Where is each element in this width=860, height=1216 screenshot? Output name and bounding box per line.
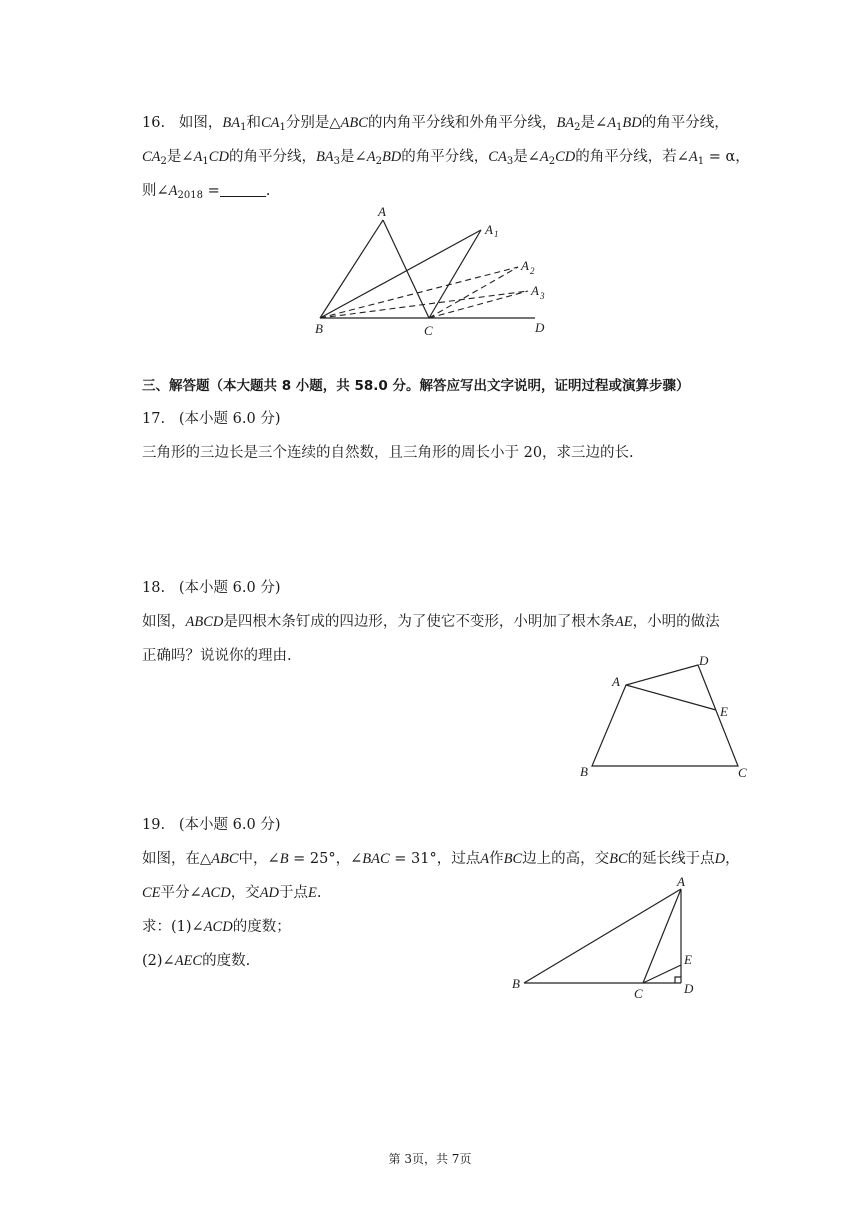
fig16-label-D: D (535, 320, 545, 335)
fig18-label-C: C (738, 765, 747, 780)
fig19-label-A: A (677, 874, 685, 889)
fig16-label-A2: A (521, 258, 529, 273)
q16-number: 16. (142, 115, 166, 131)
q16-line-1: 16. 如图，$BA_1$和$CA_1$分别是△ABC的内角平分线和外角平分线，$BA_2$是$\angle A_1BD$的角平分线， (142, 115, 729, 133)
q17-number: 17. (142, 411, 166, 427)
svg-text:2: 2 (530, 266, 535, 276)
q19-line-4: (2)∠AEC的度数. (142, 953, 251, 969)
fig16-label-A3: A (531, 283, 539, 298)
fig19-label-B: B (512, 976, 520, 991)
q18-line-2: 正确吗？说说你的理由. (142, 648, 292, 664)
q19-number: 19. (142, 817, 166, 833)
q19-header (142, 815, 280, 835)
fig19-label-C: C (634, 986, 643, 1001)
q18-line-1: 如图，ABCD是四根木条钉成的四边形，为了使它不变形，小明加了根木条AE，小明的做法 (142, 614, 720, 630)
fig18-label-B: B (580, 764, 588, 779)
fig18-label-D: D (699, 653, 709, 668)
fig16-label-A1: A (485, 222, 493, 237)
section-title: 三、解答题（本大题共 8 小题，共 58.0 分。解答应写出文字说明，证明过程或演算步骤） (142, 378, 690, 394)
q19-line-2: CE平分∠ACD，交AD于点E. (142, 885, 322, 901)
fig18-label-A: A (612, 674, 620, 689)
q16-line-2: $CA_2$是$\angle A_1CD$的角平分线，$BA_3$是$\angle A_2BD$的角平分线，$CA_3$是$\angle A_2CD$的角平分线，若$\angle A_1 = \alpha$， (142, 149, 750, 167)
q19-line-1: 如图，在△ABC中，∠B = 25°，∠BAC = 31°，过点A作BC边上的高，交BC的延长线于点D， (142, 851, 740, 867)
q19-score: (本小题 6.0 分) (178, 817, 281, 833)
q16-line-3: 则$\angle A_{2018}$ = . (142, 183, 271, 201)
svg-text:3: 3 (540, 291, 545, 301)
q18-header (142, 578, 280, 598)
answer-blank (220, 184, 266, 197)
q18-score: (本小题 6.0 分) (178, 580, 281, 596)
fig18-label-E: E (720, 704, 728, 719)
fig16-label-B: B (315, 321, 323, 336)
q17-score: (本小题 6.0 分) (178, 411, 281, 427)
q19-line-3: 求：(1)∠ACD的度数； (142, 919, 291, 935)
fig16-label-A: A (378, 204, 386, 219)
fig19-label-E: E (684, 952, 692, 967)
fig19-label-D: D (684, 981, 694, 996)
fig16-label-C: C (424, 323, 433, 338)
q17-header (142, 409, 280, 429)
q18-number: 18. (142, 580, 166, 596)
q17-text: 三角形的三边长是三个连续的自然数，且三角形的周长小于 20，求三边的长. (142, 445, 634, 461)
page-footer: 第 3页，共 7页 (388, 1152, 472, 1166)
svg-text:1: 1 (494, 229, 499, 239)
